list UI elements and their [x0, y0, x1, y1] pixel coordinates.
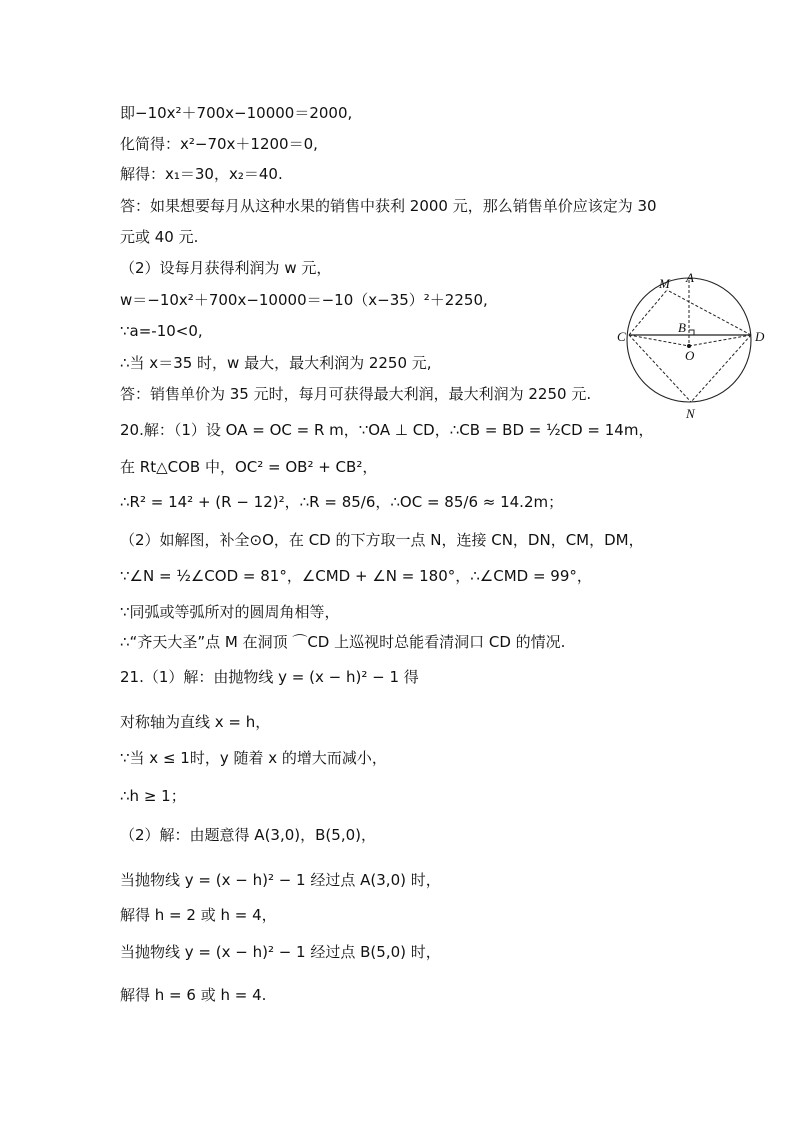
label-b: B [678, 320, 686, 335]
text-line-2: 化简得：x²−70x＋1200＝0, [120, 135, 318, 153]
text-line-20: ∵当 x ≤ 1时，y 随着 x 的增大而减小， [120, 749, 387, 767]
text-line-9: ∴当 x＝35 时，w 最大，最大利润为 2250 元, [120, 354, 432, 372]
text-line-5: 元或 40 元. [120, 228, 199, 246]
text-line-26: 解得 h = 6 或 h = 4. [120, 986, 267, 1004]
text-line-14: （2）如解图，补全⊙O，在 CD 的下方取一点 N，连接 CN，DN，CM，DM， [120, 531, 644, 549]
text-line-22: （2）解：由题意得 A(3,0)，B(5,0)， [120, 826, 376, 844]
label-o: O [685, 348, 695, 363]
segment-cm [629, 290, 667, 335]
text-line-16: ∵同弧或等弧所对的圆周角相等， [120, 603, 340, 621]
text-line-3: 解得：x₁＝30，x₂＝40. [120, 165, 283, 183]
text-line-7: w＝−10x²＋700x−10000＝−10（x−35）²＋2250, [120, 291, 488, 309]
label-a: A [686, 270, 694, 285]
text-line-12: 在 Rt△COB 中，OC² = OB² + CB²， [120, 458, 378, 476]
label-d: D [755, 329, 765, 344]
text-line-13: ∴R² = 14² + (R − 12)²，∴R = 85/6，∴OC = 85/6 ≈ 14.2m； [120, 493, 564, 511]
text-line-17: ∴“齐天大圣”点 M 在洞顶 ⌒CD 上巡视时总能看清洞口 CD 的情况. [120, 633, 566, 651]
text-line-18: 21.（1）解：由抛物线 y = (x − h)² − 1 得 [120, 668, 419, 686]
text-line-24: 解得 h = 2 或 h = 4， [120, 906, 277, 924]
text-line-1: 即−10x²＋700x−10000＝2000, [120, 104, 353, 122]
label-c: C [617, 329, 626, 344]
text-line-19: 对称轴为直线 x = h， [120, 713, 271, 731]
text-line-4: 答：如果想要每月从这种水果的销售中获利 2000 元，那么销售单价应该定为 30 [120, 197, 657, 215]
text-line-25: 当抛物线 y = (x − h)² − 1 经过点 B(5,0) 时， [120, 943, 441, 961]
text-line-23: 当抛物线 y = (x − h)² − 1 经过点 A(3,0) 时， [120, 871, 441, 889]
segment-od [689, 335, 751, 346]
segment-cn [629, 335, 691, 402]
text-line-6: （2）设每月获得利润为 w 元， [120, 259, 332, 277]
segment-dn [691, 335, 751, 402]
label-n: N [686, 406, 695, 421]
text-line-10: 答：销售单价为 35 元时，每月可获得最大利润，最大利润为 2250 元. [120, 385, 592, 403]
label-m: M [659, 276, 670, 291]
circle-diagram [612, 270, 772, 430]
text-line-15: ∵∠N = ½∠COD = 81°，∠CMD + ∠N = 180°，∴∠CMD = 99°， [120, 567, 592, 585]
text-line-21: ∴h ≥ 1； [120, 787, 186, 805]
right-angle-mark [689, 330, 694, 335]
text-line-11: 20.解：（1）设 OA = OC = R m，∵OA ⊥ CD，∴CB = BD = ½CD = 14m， [120, 421, 654, 439]
text-line-8: ∵a=-10<0, [120, 322, 203, 340]
